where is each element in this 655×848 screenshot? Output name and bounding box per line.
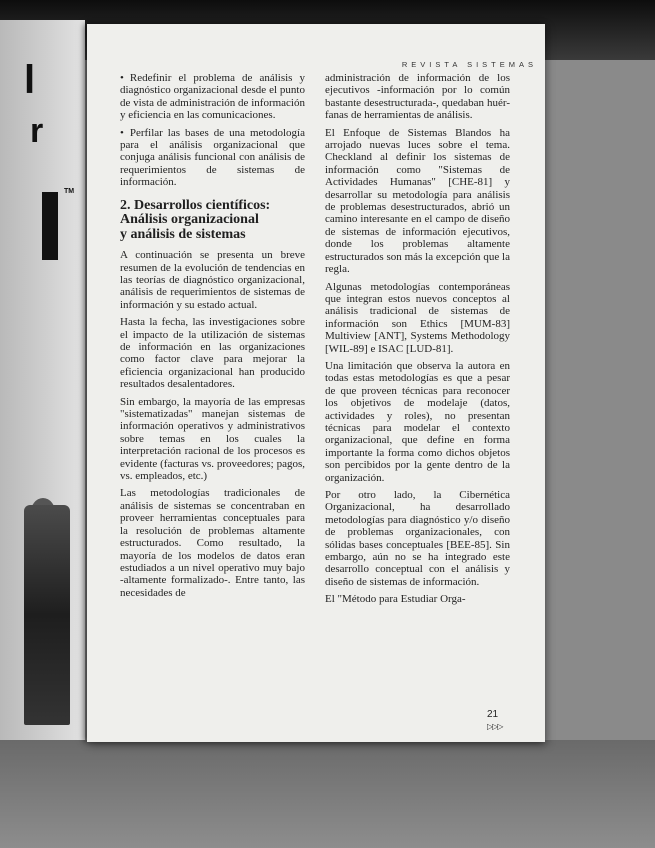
body-paragraph: Las metodologías tradicionales de análisis de sistemas se concentraban en proveer herramientas conceptuales para la resolución de problemas altamente estructurados. Como resultado, la mayoría de los modelos de datos eran estudiados a un nivel operativo muy bajo -altamente formalizado-. Entre tanto, las necesidades de <box>120 487 305 599</box>
body-paragraph: Hasta la fecha, las investigaciones sobre el impacto de la utilización de sistemas de información en las organizaciones como factor clave para mejorar la eficiencia organizacional han producido resultados desalentadores. <box>120 316 305 391</box>
body-paragraph: administración de información de los ejecutivos -información por lo común bastante desestructurada-, quedaban huér-fanas de herramientas de análisis. <box>325 72 510 122</box>
bullet-text: Perfilar las bases de una metodología para el análisis organizacional que conjuga análisis funcional con análisis de requerimientos de sistemas de información. <box>120 126 305 189</box>
body-paragraph: El "Método para Estudiar Orga- <box>325 593 466 606</box>
body-paragraph: Una limitación que observa la autora en todas estas metodologías es que a pesar de que proveen técnicas para reconocer los objetivos de modelaje (datos, actividades y roles), no presentan técnicas para modelar el contexto organizacional, que define en forma importante la forma como dichos objetos son percibidos por la gente dentro de la organización. <box>325 359 510 484</box>
magazine-page <box>87 24 545 742</box>
left-column <box>120 72 305 604</box>
bullet-item <box>120 72 305 122</box>
body-paragraph: Por otro lado, la Cibernética Organizacional, ha desarrollado metodologías para diagnóstico y/o diseño de problemas organizacionales, con sólidas bases conceptuales [BEE-85]. Sin embargo, aún no se ha integrado este desarrollo conceptual con el análisis y diseño de sistemas de información. <box>325 489 510 588</box>
body-paragraph: El Enfoque de Sistemas Blandos ha arrojado nuevas luces sobre el tema. Checkland al definir los sistemas de información como "Sistemas de Actividades Humanas" [CHE-81] y desarrollar su metodología para análisis de problemas desestructurados, abrió un camino interesante en el campo de diseño de sistemas de información ejecutivos, donde los problemas altamente estructurados son más la excepción que la regla. <box>325 126 510 276</box>
bullet-text: Redefinir el problema de análisis y diagnóstico organizacional desde el punto de vista de administración de información y eficiencia en las comunicaciones. <box>120 72 305 122</box>
section-heading-line: Análisis organizacional <box>120 212 259 228</box>
previous-page-letter-fragment: l <box>24 58 36 102</box>
bullet-icon: • <box>120 126 124 139</box>
trademark-mark: TM <box>64 188 75 195</box>
previous-page-letter-fragment-2: r <box>30 112 44 150</box>
body-paragraph: A continuación se presenta un breve resumen de la evolución de tendencias en las teorías de diagnóstico organizacional, análisis de requerimientos de sistemas de información y su estado actual. <box>120 249 305 311</box>
bullet-item <box>120 127 305 189</box>
body-paragraph: Sin embargo, la mayoría de las empresas "sistematizadas" manejan sistemas de información operativos y administrativos sobre temas en los cuales la interpretación racional de los procesos es evidente (facturas vs. proveedores; pagos, vs. empleados, etc.) <box>120 395 305 483</box>
page-number: 21 <box>487 709 499 720</box>
section-heading <box>120 199 305 243</box>
scan-bottom-background <box>0 740 655 848</box>
body-paragraph: Algunas metodologías contemporáneas que integran estos nuevos conceptos al análisis tradicional de sistemas de información son Ethics [MUM-83] Multiview [ANT], Systems Methodology [WIL-89] e ISAC [LUD-81]. <box>325 280 510 355</box>
previous-page-dark-block <box>42 192 58 260</box>
arrows-icon: ▷▷▷ <box>487 722 503 731</box>
bullet-icon: • <box>120 72 124 84</box>
right-column <box>325 72 510 611</box>
previous-page-photo <box>24 505 70 725</box>
section-heading-line: 2. Desarrollos científicos: <box>120 197 271 213</box>
running-head: REVISTA SISTEMAS <box>401 60 537 69</box>
section-heading-line: y análisis de sistemas <box>120 226 246 242</box>
previous-page-edge <box>0 20 85 740</box>
